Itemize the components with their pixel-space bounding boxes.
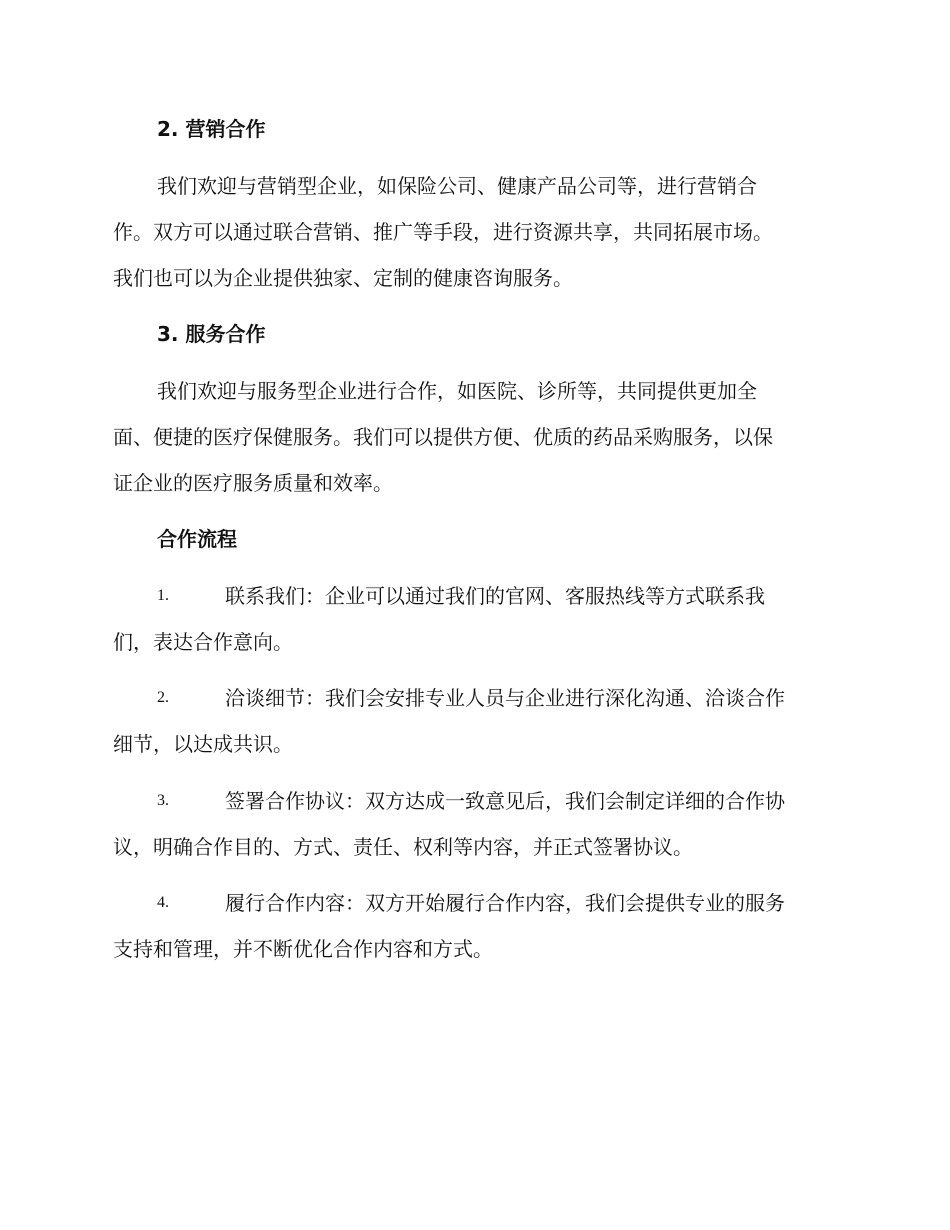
list-number: 2. <box>157 689 169 706</box>
process-heading: 合作流程 <box>157 527 237 551</box>
process-item-2 <box>113 675 838 767</box>
paragraph-line: 作。双方可以通过联合营销、推广等手段，进行资源共享，共同拓展市场。 <box>113 220 773 244</box>
process-item-4 <box>113 880 838 972</box>
section-heading-marketing: 2. 营销合作 <box>157 117 266 141</box>
list-item-line: 细节，以达成共识。 <box>113 732 293 756</box>
list-item-line: 洽谈细节：我们会安排专业人员与企业进行深化沟通、洽谈合作 <box>225 686 785 710</box>
list-item-line: 履行合作内容：双方开始履行合作内容，我们会提供专业的服务 <box>225 891 785 915</box>
paragraph-line: 证企业的医疗服务质量和效率。 <box>113 471 393 495</box>
process-item-3 <box>113 778 838 870</box>
section-heading-service: 3. 服务合作 <box>157 322 266 346</box>
list-number: 3. <box>157 792 169 809</box>
list-item-line: 签署合作协议：双方达成一致意见后，我们会制定详细的合作协 <box>225 789 785 813</box>
list-number: 1. <box>157 587 169 604</box>
list-number: 4. <box>157 894 169 911</box>
list-item-line: 支持和管理，并不断优化合作内容和方式。 <box>113 937 493 961</box>
section-paragraph-service <box>113 368 838 506</box>
list-item-line: 议，明确合作目的、方式、责任、权利等内容，并正式签署协议。 <box>113 835 693 859</box>
process-item-1 <box>113 573 838 665</box>
list-item-line: 联系我们：企业可以通过我们的官网、客服热线等方式联系我 <box>225 584 765 608</box>
section-paragraph-marketing <box>113 163 838 301</box>
paragraph-line: 我们也可以为企业提供独家、定制的健康咨询服务。 <box>113 266 573 290</box>
paragraph-line: 我们欢迎与服务型企业进行合作，如医院、诊所等，共同提供更加全 <box>157 379 757 403</box>
list-item-line: 们，表达合作意向。 <box>113 630 293 654</box>
paragraph-line: 面、便捷的医疗保健服务。我们可以提供方便、优质的药品采购服务，以保 <box>113 425 773 449</box>
paragraph-line: 我们欢迎与营销型企业，如保险公司、健康产品公司等，进行营销合 <box>157 174 757 198</box>
